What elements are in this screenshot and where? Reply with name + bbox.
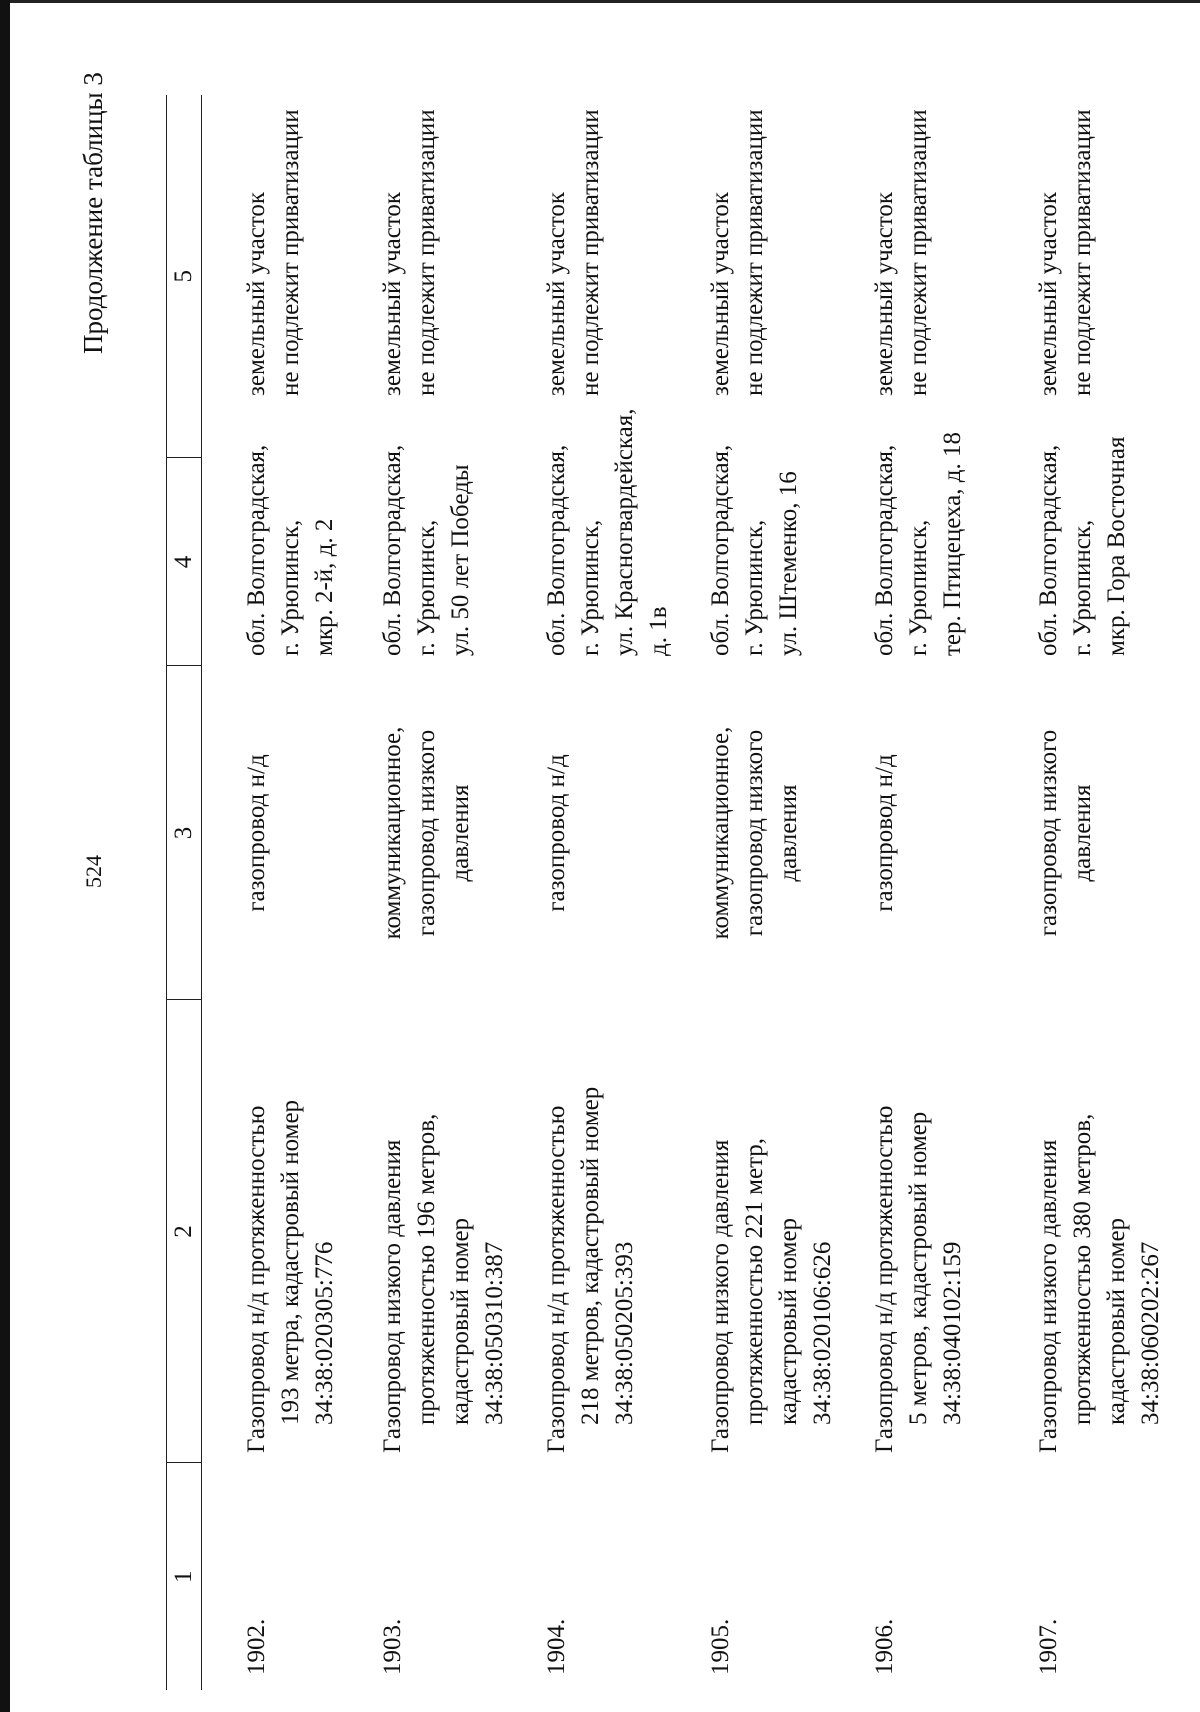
- object-name: [858, 1000, 1022, 1463]
- object-type-line: газопровод н/д: [870, 754, 898, 912]
- table-row: [858, 95, 1022, 1690]
- object-type: [530, 666, 694, 1000]
- object-name-line: 5 метров, кадастровый номер: [904, 1111, 932, 1425]
- table-row: [694, 95, 858, 1690]
- object-type-line: давления: [446, 784, 474, 882]
- object-address-line: обл. Волгоградская,: [870, 444, 898, 656]
- object-name-line: Газопровод н/д протяженностью: [542, 1105, 570, 1453]
- row-number: 1907.: [1034, 1618, 1062, 1675]
- object-name: [1022, 1000, 1186, 1463]
- object-type-line: газопровод н/д: [542, 754, 570, 912]
- object-address: [530, 408, 694, 666]
- object-type: [1022, 666, 1186, 1000]
- object-name-line: Газопровод низкого давления: [378, 1139, 406, 1453]
- object-address-line: г. Урюпинск,: [277, 519, 304, 656]
- land-status: [530, 95, 694, 458]
- object-address-line: ул. 50 лет Победы: [446, 464, 474, 656]
- land-status-line: земельный участок: [378, 191, 406, 396]
- object-address-line: г. Урюпинск,: [576, 519, 604, 656]
- object-name-line: кадастровый номер: [1102, 1217, 1130, 1425]
- object-name-line: 34:38:050205:393: [610, 1241, 638, 1425]
- object-type-line: коммуникационное,: [706, 726, 734, 940]
- object-type-line: газопровод низкого: [740, 729, 768, 937]
- land-status-line: не подлежит приватизации: [1068, 109, 1096, 396]
- object-name-line: 218 метров, кадастровый номер: [576, 1086, 604, 1425]
- object-name-line: Газопровод н/д протяженностью: [870, 1105, 898, 1453]
- land-status-line: земельный участок: [542, 191, 570, 396]
- object-name-line: 193 метра, кадастровый номер: [277, 1099, 304, 1425]
- object-name-line: Газопровод низкого давления: [706, 1139, 734, 1453]
- object-address-line: г. Урюпинск,: [1068, 519, 1096, 656]
- object-address-line: обл. Волгоградская,: [1034, 444, 1062, 656]
- object-address-line: мкр. Гора Восточная: [1102, 436, 1130, 656]
- object-type: [366, 666, 530, 1000]
- object-address-line: д. 1в: [644, 606, 672, 656]
- object-name-line: 34:38:020305:776: [311, 1241, 338, 1425]
- table-body: [202, 95, 1186, 1690]
- object-address: [366, 444, 530, 666]
- object-name-line: Газопровод низкого давления: [1034, 1139, 1062, 1453]
- row-number: 1905.: [706, 1618, 734, 1675]
- row-number: 1906.: [870, 1618, 898, 1675]
- column-number-header-row: [167, 95, 202, 1690]
- column-header-3: 3: [167, 666, 202, 1000]
- row-number: 1903.: [378, 1618, 406, 1675]
- object-name-line: протяженностью 196 метров,: [412, 1113, 440, 1425]
- column-header-1: 1: [167, 1463, 202, 1690]
- object-name: [530, 1000, 694, 1463]
- object-type-line: коммуникационное,: [378, 726, 406, 940]
- object-name: [366, 1000, 530, 1463]
- table-row: [1022, 95, 1186, 1690]
- object-name-line: кадастровый номер: [446, 1217, 474, 1425]
- land-status-line: земельный участок: [870, 191, 898, 396]
- land-status-line: не подлежит приватизации: [740, 109, 768, 396]
- land-status: [694, 95, 858, 458]
- land-status-line: не подлежит приватизации: [904, 109, 932, 396]
- object-address: [1022, 436, 1186, 666]
- object-name-line: протяженностью 380 метров,: [1068, 1113, 1096, 1425]
- table-row: [202, 95, 366, 1690]
- object-address-line: обл. Волгоградская,: [542, 444, 570, 656]
- object-address-line: ул. Красногвардейская,: [610, 408, 638, 656]
- object-type: [202, 666, 366, 1000]
- object-name-line: 34:38:020106:626: [808, 1241, 836, 1425]
- property-registry-table: [166, 95, 1186, 1690]
- land-status: [1022, 95, 1186, 458]
- object-name-line: протяженностью 221 метр,: [740, 1137, 768, 1425]
- column-header-5: 5: [167, 95, 202, 458]
- object-address-line: г. Урюпинск,: [412, 519, 440, 656]
- object-name: [202, 1000, 366, 1463]
- object-address: [202, 444, 366, 666]
- object-address: [694, 444, 858, 666]
- column-header-2: 2: [167, 1000, 202, 1463]
- object-name: [694, 1000, 858, 1463]
- object-address-line: г. Урюпинск,: [904, 519, 932, 656]
- column-header-4: 4: [167, 458, 202, 666]
- object-type: [858, 666, 1022, 1000]
- row-number: 1902.: [243, 1618, 270, 1675]
- land-status-line: не подлежит приватизации: [412, 109, 440, 396]
- object-address-line: мкр. 2-й, д. 2: [311, 518, 338, 656]
- object-address-line: обл. Волгоградская,: [378, 444, 406, 656]
- table-row: [366, 95, 530, 1690]
- page-number: 524: [81, 855, 106, 888]
- land-status: [202, 95, 366, 458]
- object-type-line: газопровод низкого: [412, 729, 440, 937]
- object-address-line: г. Урюпинск,: [740, 519, 768, 656]
- row-number: 1904.: [542, 1618, 570, 1675]
- object-type-line: газопровод н/д: [243, 754, 270, 912]
- land-status-line: земельный участок: [1034, 191, 1062, 396]
- land-status: [858, 95, 1022, 458]
- object-address-line: ул. Штеменко, 16: [774, 471, 802, 656]
- land-status-line: не подлежит приватизации: [277, 109, 304, 396]
- object-type-line: газопровод низкого: [1034, 729, 1062, 937]
- object-name-line: 34:38:050310:387: [480, 1241, 508, 1425]
- object-type: [694, 666, 858, 1000]
- object-name-line: кадастровый номер: [774, 1217, 802, 1425]
- object-address-line: обл. Волгоградская,: [706, 444, 734, 656]
- table-row: [530, 95, 694, 1690]
- object-name-line: Газопровод н/д протяженностью: [243, 1105, 270, 1453]
- table-continuation-title: Продолжение таблицы 3: [78, 72, 108, 354]
- object-address-line: обл. Волгоградская,: [243, 444, 270, 656]
- land-status-line: земельный участок: [243, 191, 270, 396]
- object-address: [858, 432, 1022, 666]
- object-type-line: давления: [774, 784, 802, 882]
- object-name-line: 34:38:040102:159: [938, 1241, 966, 1425]
- land-status-line: земельный участок: [706, 191, 734, 396]
- object-address-line: тер. Птицецеха, д. 18: [938, 432, 966, 656]
- object-type-line: давления: [1068, 784, 1096, 882]
- land-status-line: не подлежит приватизации: [576, 109, 604, 396]
- land-status: [366, 95, 530, 458]
- object-name-line: 34:38:060202:267: [1136, 1241, 1164, 1425]
